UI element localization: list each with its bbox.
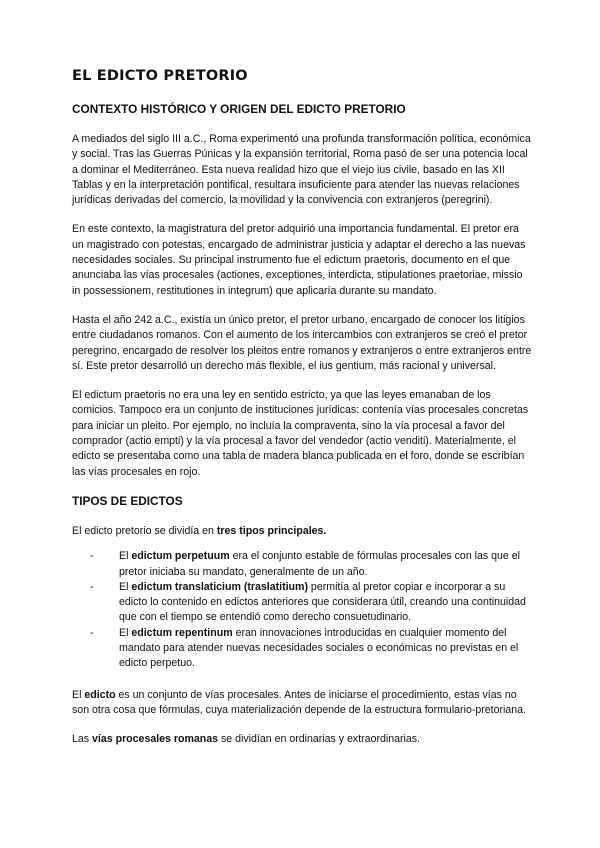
vias-term: vías procesales romanas (92, 733, 219, 746)
list-item (86, 626, 532, 672)
edict-types-list (72, 549, 532, 671)
intro-text: El edicto pretorio se dividía en (72, 524, 217, 537)
document-title: EL EDICTO PRETORIO (72, 68, 248, 84)
section-heading-types: TIPOS DE EDICTOS (72, 493, 183, 508)
paragraph-context-1: A mediados del siglo III a.C., Roma experimentó una profunda transformación política, económica y social. Tras las Guerras Púnicas y la expansión territorial, Roma pasó de ser una potencia local a dominar el Mediterráneo. Esta nueva realidad hizo que el viejo ius civile, basado en las XII Tablas y en la interpretación pontifical, resultara insuficiente para atender las nuevas relaciones jurídicas derivadas del comercio, la movilidad y la convivencia con extranjeros (peregrini). (72, 133, 531, 207)
item-text: permitía al pretor copiar e incorporar a su edicto lo contenido en edictos anteriores que considerara útil, creando una continuidad que con el tiempo se entendió como derecho consuetudinario. (119, 580, 526, 624)
item-text: eran innovaciones introducidas en cualquier momento del mandato para atender nuevas necesidades sociales o económicas no previstas en el edicto perpetuo. (119, 626, 519, 670)
edicto-term: edicto (84, 688, 116, 701)
item-term: edictum translaticium (traslatitium) (131, 580, 308, 593)
vias-prefix: Las (72, 733, 93, 746)
item-prefix: El (119, 550, 132, 563)
paragraph-context-3: Hasta el año 242 a.C., existía un único pretor, el pretor urbano, encargado de conocer los litigios entre ciudadanos romanos. Con el aumento de los intercambios con extranjeros se creó el pretor peregrino, encargado de resolver los pleitos entre romanos y extranjeros o entre extranjeros entre sí. Este pretor desarrolló un derecho más flexible, el ius gentium, más racional y universal. (72, 313, 532, 372)
paragraph-context-2: En este contexto, la magistratura del pretor adquirió una importancia fundamental. El pretor era un magistrado con potestas, encargado de administrar justicia y adaptar el derecho a las nuevas necesidades sociales. Su principal instrumento fue el edictum praetoris, documento en el que anunciaba las vías procesales (actiones, exceptiones, interdicta, stipulationes praetoriae, missio in possessionem, restitutiones in integrum) que aplicaría durante su mandato. (72, 223, 526, 297)
edicto-text: es un conjunto de vías procesales. Antes de iniciarse el procedimiento, estas vías no son otra cosa que fórmulas, cuya materialización depende de la estructura formulario-pretoriana. (72, 688, 527, 716)
paragraph-edicto (72, 688, 532, 719)
item-prefix: El (119, 580, 132, 593)
dash-bullet: - (90, 550, 94, 563)
paragraph-vias (72, 732, 532, 747)
list-item (86, 580, 532, 626)
list-item (86, 549, 532, 580)
item-prefix: El (119, 626, 132, 639)
vias-text: se dividían en ordinarias y extraordinarias. (218, 733, 421, 746)
item-text: era el conjunto estable de fórmulas procesales con las que el pretor iniciaba su mandato, generalmente de un año. (119, 550, 521, 578)
dash-bullet: - (90, 580, 94, 593)
dash-bullet: - (90, 626, 94, 639)
document-page (72, 68, 532, 762)
section-heading-context: CONTEXTO HISTÓRICO Y ORIGEN DEL EDICTO PRETORIO (72, 102, 406, 116)
paragraph-context-4: El edictum praetoris no era una ley en sentido estricto, ya que las leyes emanaban de los comicios. Tampoco era un conjunto de instituciones jurídicas: contenía vías procesales concretas para iniciar un pleito. Por ejemplo, no incluía la compraventa, sino la vía procesal a favor del comprador (actio empti) y la vía procesal a favor del vendedor (actio venditi). Materialmente, el edicto se presentaba como una tabla de madera blanca publicada en el foro, donde se escribían las vías procesales en rojo. (72, 389, 529, 478)
paragraph-types-intro (72, 524, 532, 539)
intro-bold: tres tipos principales. (216, 524, 327, 537)
item-term: edictum repentinum (131, 626, 233, 639)
edicto-prefix: El (72, 688, 85, 701)
item-term: edictum perpetuum (131, 550, 230, 563)
